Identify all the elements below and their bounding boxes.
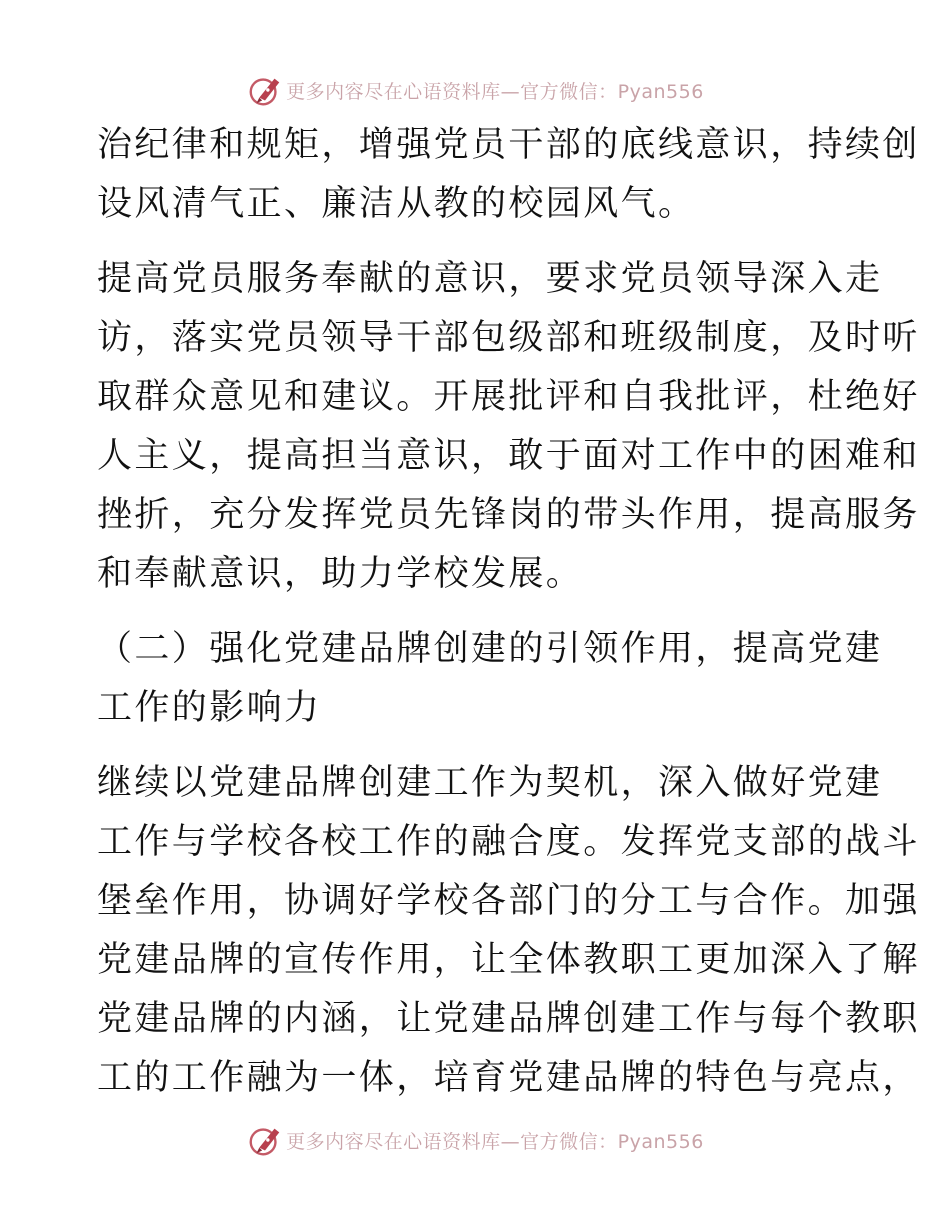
text-line: 继续以党建品牌创建工作为契机，深入做好党建 bbox=[97, 763, 883, 803]
text-line: 治纪律和规矩，增强党员干部的底线意识，持续创 bbox=[97, 125, 920, 165]
header-watermark bbox=[0, 68, 950, 112]
section-heading bbox=[97, 620, 883, 738]
footer-watermark bbox=[0, 1118, 950, 1162]
text-line: 堡垒作用，协调好学校各部门的分工与合作。加强 bbox=[97, 881, 920, 921]
text-line: 访，落实党员领导干部包级部和班级制度，及时听 bbox=[97, 318, 920, 358]
document-body bbox=[97, 116, 920, 1108]
text-line: 党建品牌的内涵，让党建品牌创建工作与每个教职 bbox=[97, 999, 920, 1039]
watermark-text: 更多内容尽在心语资料库—官方微信：Pyan556 bbox=[286, 1130, 704, 1153]
text-line: 挫折，充分发挥党员先锋岗的带头作用，提高服务 bbox=[97, 495, 920, 535]
text-line: 取群众意见和建议。开展批评和自我批评，杜绝好 bbox=[97, 377, 920, 417]
watermark-text: 更多内容尽在心语资料库—官方微信：Pyan556 bbox=[286, 80, 704, 103]
text-line: 提高党员服务奉献的意识，要求党员领导深入走 bbox=[97, 259, 883, 299]
text-line: 和奉献意识，助力学校发展。 bbox=[97, 554, 584, 594]
paragraph bbox=[97, 116, 920, 234]
text-line: 设风清气正、廉洁从教的校园风气。 bbox=[97, 184, 696, 224]
pen-nib-logo-icon bbox=[246, 1121, 284, 1159]
text-line: 人主义，提高担当意识，敢于面对工作中的困难和 bbox=[97, 436, 920, 476]
pen-nib-logo-icon bbox=[246, 71, 284, 109]
text-line: 工的工作融为一体，培育党建品牌的特色与亮点， bbox=[97, 1058, 920, 1098]
paragraph bbox=[97, 754, 920, 1108]
paragraph bbox=[97, 250, 920, 604]
text-line: 工作的影响力 bbox=[97, 688, 322, 728]
text-line: （二）强化党建品牌创建的引领作用，提高党建 bbox=[97, 629, 883, 669]
text-line: 党建品牌的宣传作用，让全体教职工更加深入了解 bbox=[97, 940, 920, 980]
text-line: 工作与学校各校工作的融合度。发挥党支部的战斗 bbox=[97, 822, 920, 862]
